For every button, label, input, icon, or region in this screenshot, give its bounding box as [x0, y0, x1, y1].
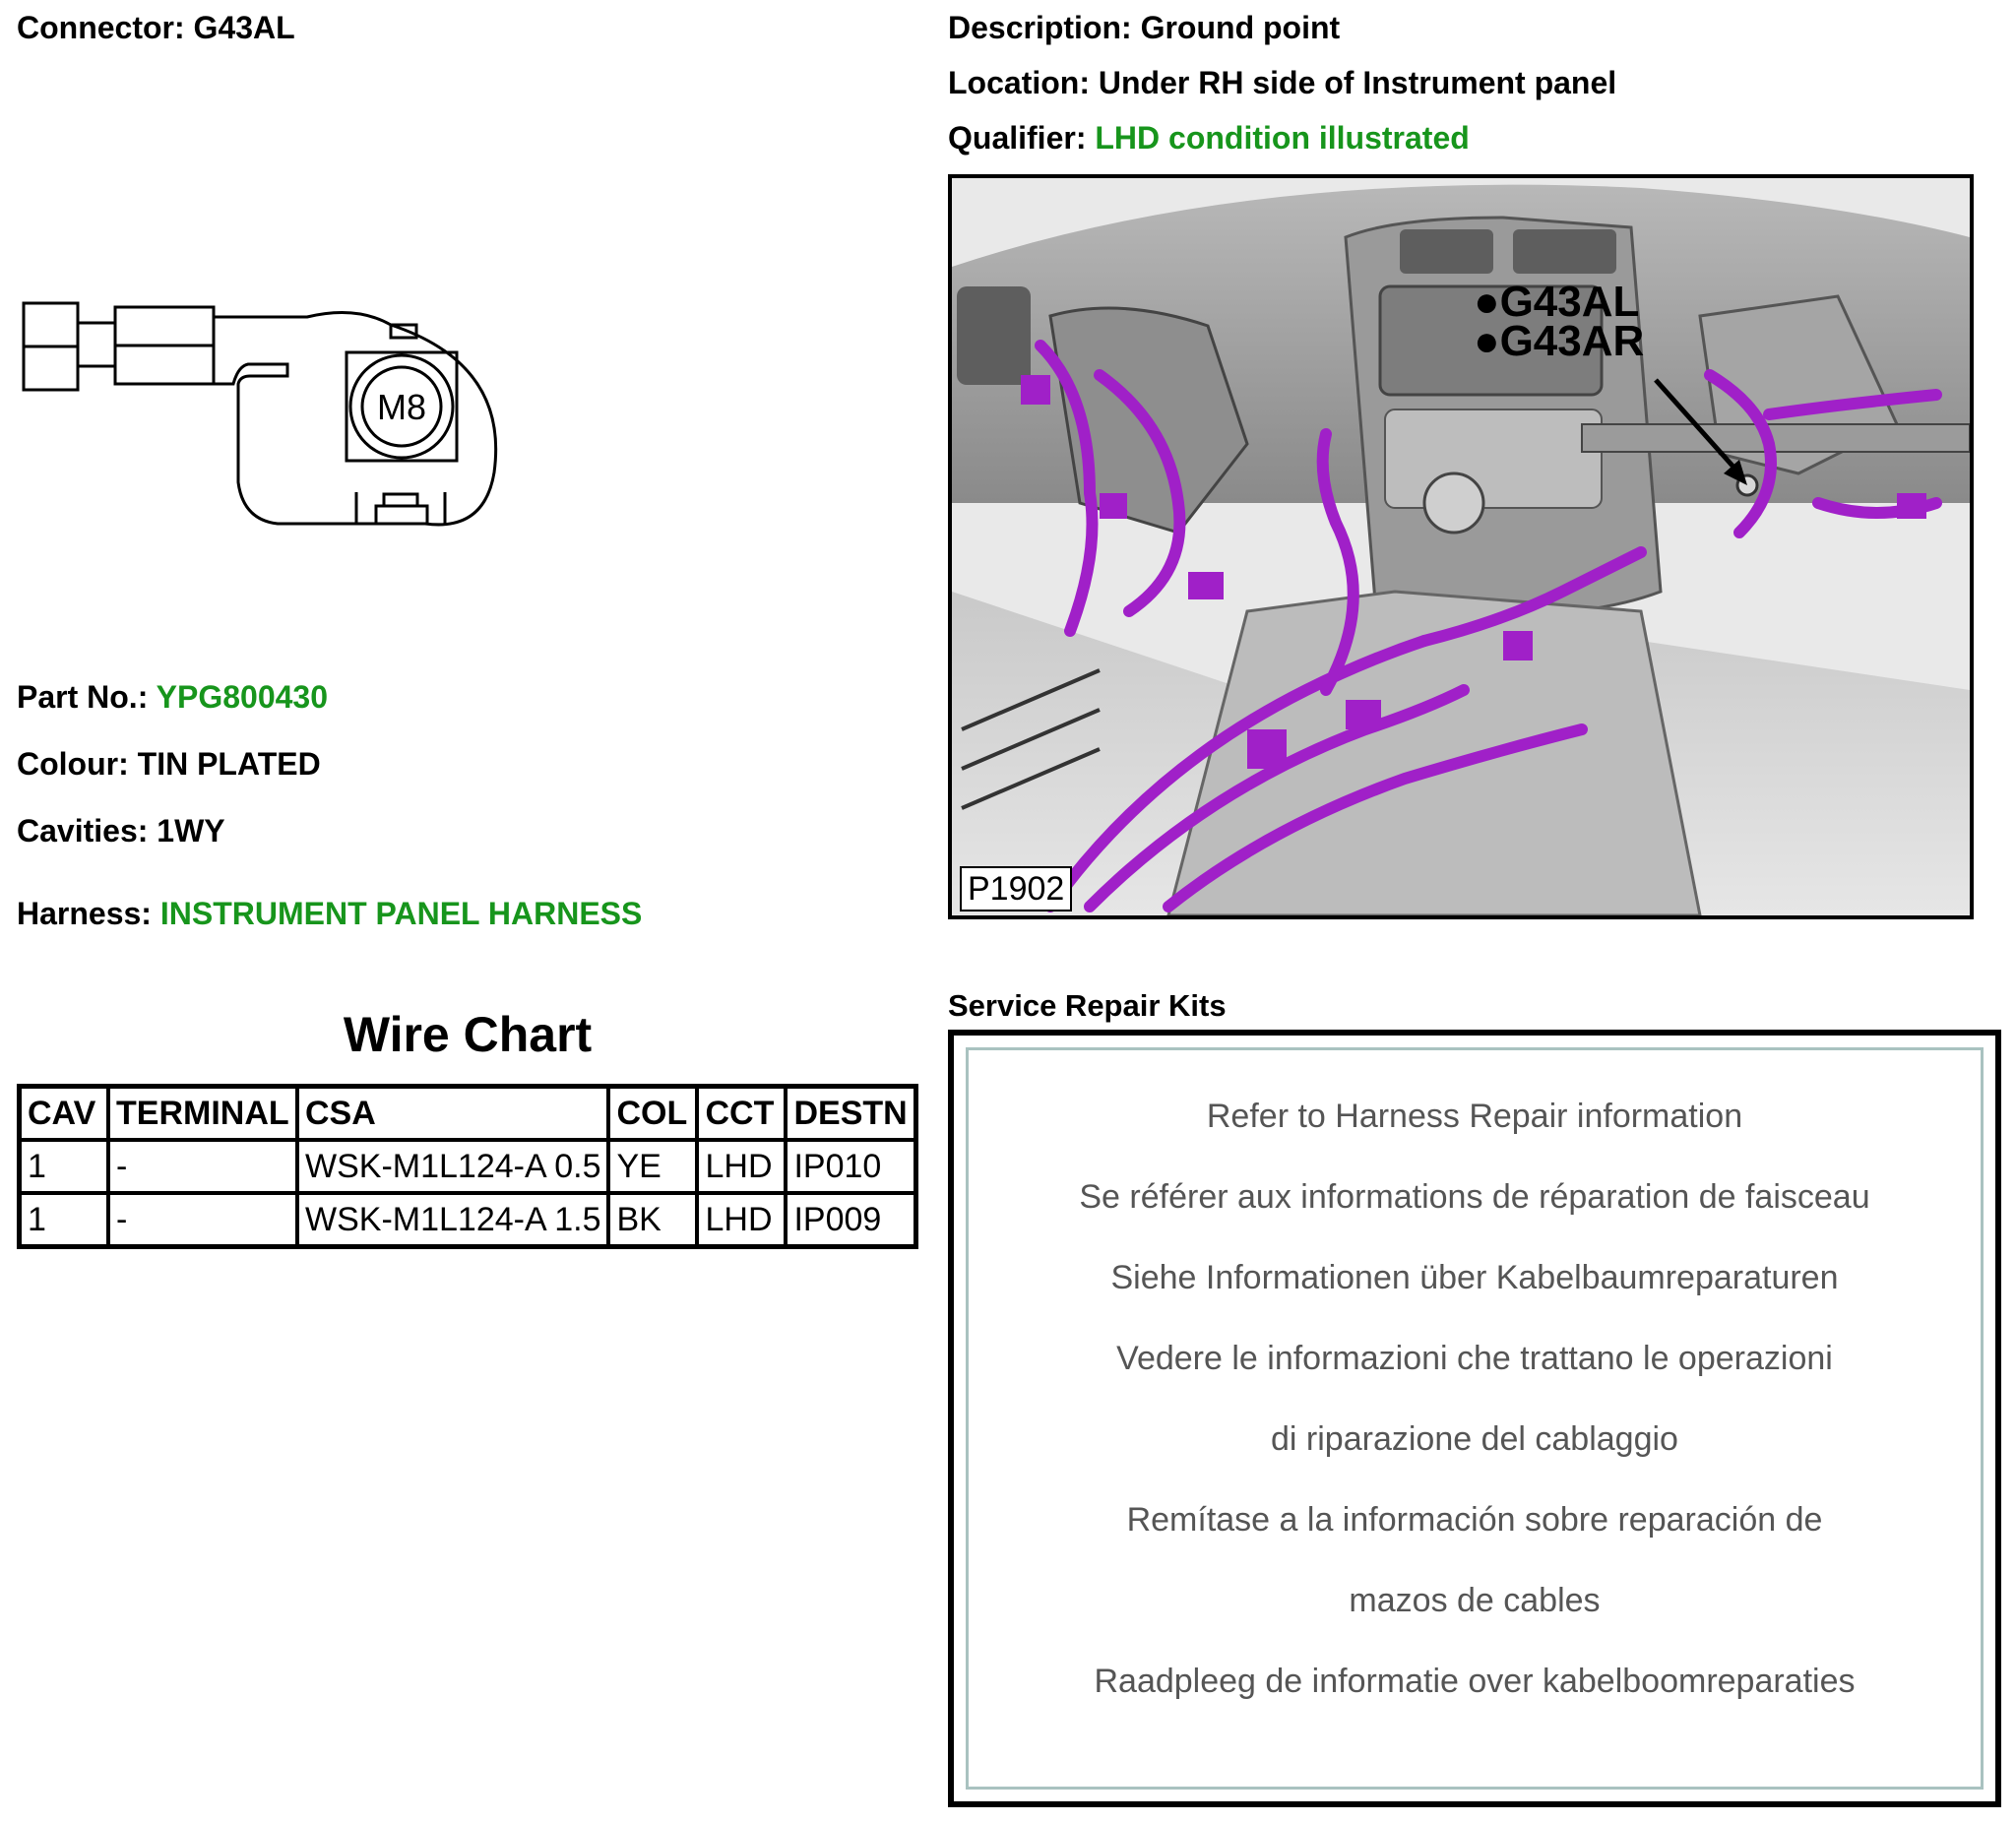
- harness-line: [17, 896, 642, 932]
- location-line: [948, 65, 1616, 101]
- cell-cav: 1: [20, 1140, 109, 1193]
- image-reference-code: P1902: [960, 866, 1072, 912]
- cavities-value: 1WY: [157, 813, 225, 849]
- part-no-line: [17, 679, 328, 716]
- service-repair-kits-box: [948, 1030, 2001, 1807]
- col-header-cct: CCT: [697, 1087, 786, 1141]
- callout-g43ar: ●G43AR: [1474, 317, 1645, 365]
- cell-csa: WSK-M1L124-A 1.5: [297, 1193, 608, 1247]
- cell-col: YE: [608, 1140, 697, 1193]
- colour-line: [17, 746, 321, 783]
- col-header-terminal: TERMINAL: [108, 1087, 297, 1141]
- stud-size-label: M8: [376, 387, 427, 427]
- connector-label: Connector:: [17, 10, 185, 45]
- cell-cct: LHD: [697, 1140, 786, 1193]
- service-repair-kits-title: Service Repair Kits: [948, 988, 1227, 1023]
- part-no-value: YPG800430: [156, 679, 329, 715]
- col-header-cav: CAV: [20, 1087, 109, 1141]
- location-illustration: [948, 174, 1974, 919]
- col-header-destn: DESTN: [786, 1087, 915, 1141]
- wire-chart-header-row: [20, 1087, 916, 1141]
- qualifier-line: [948, 120, 1470, 157]
- kit-line: di riparazione del cablaggio: [1271, 1420, 1678, 1458]
- table-row: [20, 1193, 916, 1247]
- cell-destn: IP010: [786, 1140, 915, 1193]
- col-header-col: COL: [608, 1087, 697, 1141]
- cavities-line: [17, 813, 225, 849]
- kit-line: Se référer aux informations de réparation de faisceau: [1079, 1178, 1870, 1216]
- kit-line: Refer to Harness Repair information: [1206, 1098, 1743, 1135]
- kit-line: Raadpleeg de informatie over kabelboomreparaties: [1094, 1663, 1856, 1700]
- harness-value: INSTRUMENT PANEL HARNESS: [159, 896, 643, 931]
- cell-terminal: -: [108, 1193, 297, 1247]
- description-line: [948, 10, 1340, 46]
- colour-value: TIN PLATED: [137, 746, 321, 782]
- wire-chart-table: [17, 1084, 918, 1249]
- cell-col: BK: [608, 1193, 697, 1247]
- colour-label: Colour:: [17, 746, 129, 782]
- location-label: Location:: [948, 65, 1090, 100]
- cell-terminal: -: [108, 1140, 297, 1193]
- cell-destn: IP009: [786, 1193, 915, 1247]
- qualifier-label: Qualifier:: [948, 120, 1087, 156]
- kit-line: mazos de cables: [1349, 1582, 1601, 1619]
- cell-cct: LHD: [697, 1193, 786, 1247]
- kit-line: Siehe Informationen über Kabelbaumreparaturen: [1110, 1259, 1839, 1296]
- harness-label: Harness:: [17, 896, 152, 931]
- dashboard-illustration: [952, 178, 1970, 915]
- table-row: [20, 1140, 916, 1193]
- description-label: Description:: [948, 10, 1132, 45]
- part-no-label: Part No.:: [17, 679, 149, 715]
- connector-diagram: [22, 295, 514, 541]
- connector-value: G43AL: [193, 10, 295, 45]
- cell-csa: WSK-M1L124-A 0.5: [297, 1140, 608, 1193]
- connector-outline-icon: [22, 295, 514, 541]
- callout-g43al: ●G43AL: [1474, 278, 1640, 326]
- col-header-csa: CSA: [297, 1087, 608, 1141]
- service-repair-kits-inner: [966, 1047, 1984, 1790]
- cavities-label: Cavities:: [17, 813, 149, 849]
- wire-chart-title: Wire Chart: [343, 1007, 593, 1062]
- connector-line: [17, 10, 295, 46]
- description-value: Ground point: [1140, 10, 1341, 45]
- qualifier-value: LHD condition illustrated: [1095, 120, 1470, 156]
- location-value: Under RH side of Instrument panel: [1098, 65, 1617, 100]
- kit-line: Vedere le informazioni che trattano le operazioni: [1116, 1340, 1833, 1377]
- cell-cav: 1: [20, 1193, 109, 1247]
- kit-line: Remítase a la información sobre reparación de: [1126, 1501, 1823, 1539]
